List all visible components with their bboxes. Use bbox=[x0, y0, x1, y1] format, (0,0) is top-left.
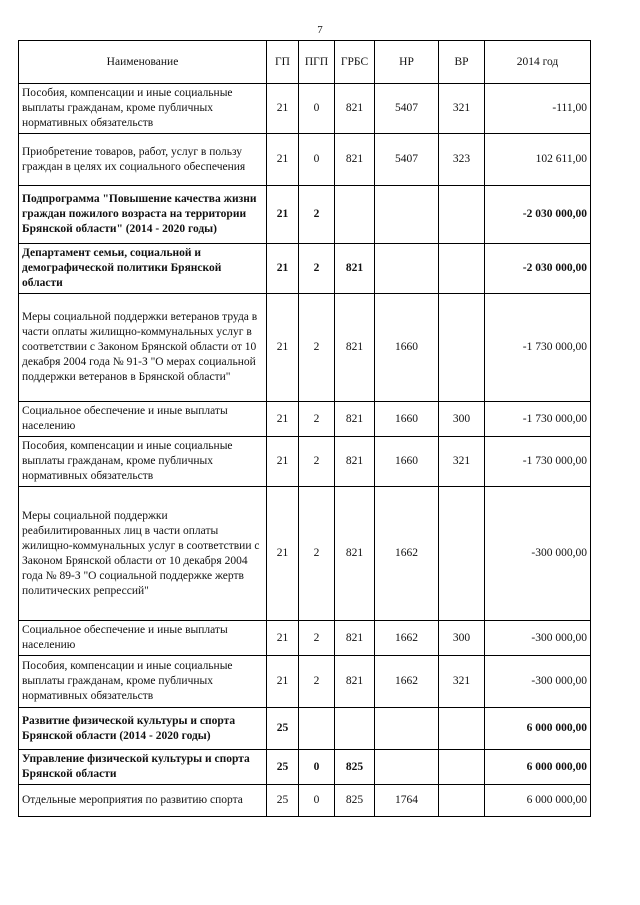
row-nr bbox=[375, 750, 439, 785]
row-pgp: 2 bbox=[299, 244, 335, 294]
row-nr: 1662 bbox=[375, 487, 439, 621]
row-name: Развитие физической культуры и спорта Брянской области (2014 - 2020 годы) bbox=[19, 708, 267, 750]
header-name: Наименование bbox=[19, 41, 267, 84]
row-gp: 21 bbox=[267, 84, 299, 134]
row-vr: 321 bbox=[439, 84, 485, 134]
row-gp: 21 bbox=[267, 402, 299, 437]
row-pgp: 2 bbox=[299, 402, 335, 437]
row-gp: 21 bbox=[267, 437, 299, 487]
row-nr bbox=[375, 708, 439, 750]
row-gp: 21 bbox=[267, 656, 299, 708]
table-row bbox=[19, 244, 591, 294]
table-row bbox=[19, 708, 591, 750]
table-row bbox=[19, 750, 591, 785]
row-pgp: 2 bbox=[299, 656, 335, 708]
row-vr bbox=[439, 294, 485, 402]
row-name: Пособия, компенсации и иные социальные выплаты гражданам, кроме публичных нормативных обязательств bbox=[19, 84, 267, 134]
row-amount: -1 730 000,00 bbox=[485, 402, 591, 437]
row-gp: 21 bbox=[267, 487, 299, 621]
row-nr: 1662 bbox=[375, 621, 439, 656]
header-nr: НР bbox=[375, 41, 439, 84]
header-pgp: ПГП bbox=[299, 41, 335, 84]
row-amount: -2 030 000,00 bbox=[485, 186, 591, 244]
row-pgp: 0 bbox=[299, 84, 335, 134]
row-pgp: 2 bbox=[299, 294, 335, 402]
row-grbs bbox=[335, 708, 375, 750]
row-grbs bbox=[335, 186, 375, 244]
table-row bbox=[19, 84, 591, 134]
row-nr bbox=[375, 186, 439, 244]
row-nr: 1662 bbox=[375, 656, 439, 708]
row-gp: 21 bbox=[267, 621, 299, 656]
row-nr: 5407 bbox=[375, 134, 439, 186]
row-name: Социальное обеспечение и иные выплаты населению bbox=[19, 402, 267, 437]
row-grbs: 825 bbox=[335, 785, 375, 817]
row-amount: 6 000 000,00 bbox=[485, 708, 591, 750]
row-vr bbox=[439, 750, 485, 785]
header-gp: ГП bbox=[267, 41, 299, 84]
row-nr: 1660 bbox=[375, 402, 439, 437]
row-grbs: 821 bbox=[335, 84, 375, 134]
row-pgp: 2 bbox=[299, 186, 335, 244]
table-row bbox=[19, 437, 591, 487]
row-grbs: 821 bbox=[335, 244, 375, 294]
header-grbs: ГРБС bbox=[335, 41, 375, 84]
table-row bbox=[19, 487, 591, 621]
row-gp: 21 bbox=[267, 244, 299, 294]
header-vr: ВР bbox=[439, 41, 485, 84]
row-gp: 25 bbox=[267, 785, 299, 817]
row-gp: 21 bbox=[267, 294, 299, 402]
row-vr bbox=[439, 244, 485, 294]
row-pgp: 0 bbox=[299, 785, 335, 817]
row-pgp: 0 bbox=[299, 750, 335, 785]
row-amount: 6 000 000,00 bbox=[485, 785, 591, 817]
row-pgp bbox=[299, 708, 335, 750]
row-gp: 21 bbox=[267, 134, 299, 186]
table-row bbox=[19, 134, 591, 186]
row-name: Социальное обеспечение и иные выплаты населению bbox=[19, 621, 267, 656]
row-pgp: 2 bbox=[299, 437, 335, 487]
row-grbs: 825 bbox=[335, 750, 375, 785]
row-amount: -300 000,00 bbox=[485, 487, 591, 621]
table-row bbox=[19, 621, 591, 656]
row-name: Департамент семьи, социальной и демографической политики Брянской области bbox=[19, 244, 267, 294]
row-grbs: 821 bbox=[335, 402, 375, 437]
row-pgp: 0 bbox=[299, 134, 335, 186]
row-vr: 300 bbox=[439, 402, 485, 437]
row-amount: -300 000,00 bbox=[485, 656, 591, 708]
row-amount: -111,00 bbox=[485, 84, 591, 134]
row-nr: 1660 bbox=[375, 294, 439, 402]
table-row bbox=[19, 186, 591, 244]
row-vr: 300 bbox=[439, 621, 485, 656]
row-name: Пособия, компенсации и иные социальные выплаты гражданам, кроме публичных нормативных обязательств bbox=[19, 437, 267, 487]
row-nr: 1660 bbox=[375, 437, 439, 487]
row-vr bbox=[439, 186, 485, 244]
row-grbs: 821 bbox=[335, 656, 375, 708]
table-header-row bbox=[19, 41, 591, 84]
row-gp: 25 bbox=[267, 750, 299, 785]
header-amount: 2014 год bbox=[485, 41, 591, 84]
budget-table bbox=[18, 40, 591, 817]
row-grbs: 821 bbox=[335, 134, 375, 186]
table-row bbox=[19, 402, 591, 437]
row-nr bbox=[375, 244, 439, 294]
row-pgp: 2 bbox=[299, 487, 335, 621]
table-row bbox=[19, 656, 591, 708]
page-number: 7 bbox=[317, 24, 323, 36]
table-row bbox=[19, 294, 591, 402]
row-gp: 25 bbox=[267, 708, 299, 750]
row-amount: 6 000 000,00 bbox=[485, 750, 591, 785]
row-gp: 21 bbox=[267, 186, 299, 244]
row-amount: -1 730 000,00 bbox=[485, 437, 591, 487]
row-vr: 321 bbox=[439, 656, 485, 708]
row-vr bbox=[439, 785, 485, 817]
row-name: Меры социальной поддержки ветеранов труда в части оплаты жилищно-коммунальных услуг в соответствии с Законом Брянской области от 10 декабря 2004 года № 91-З "О мерах социальной поддержки ветеранов в Брянской области" bbox=[19, 294, 267, 402]
row-name: Приобретение товаров, работ, услуг в пользу граждан в целях их социального обеспечения bbox=[19, 134, 267, 186]
row-name: Меры социальной поддержки реабилитированных лиц в части оплаты жилищно-коммунальных услуг в соответствии с Законом Брянской области от 10 декабря 2004 года № 89-З "О социальной поддержке жертв политических репрессий" bbox=[19, 487, 267, 621]
row-vr: 321 bbox=[439, 437, 485, 487]
row-vr bbox=[439, 708, 485, 750]
row-name: Пособия, компенсации и иные социальные выплаты гражданам, кроме публичных нормативных обязательств bbox=[19, 656, 267, 708]
row-amount: -300 000,00 bbox=[485, 621, 591, 656]
table-row bbox=[19, 785, 591, 817]
row-pgp: 2 bbox=[299, 621, 335, 656]
row-nr: 5407 bbox=[375, 84, 439, 134]
row-name: Подпрограмма "Повышение качества жизни граждан пожилого возраста на территории Брянской области" (2014 - 2020 годы) bbox=[19, 186, 267, 244]
row-grbs: 821 bbox=[335, 294, 375, 402]
row-grbs: 821 bbox=[335, 621, 375, 656]
row-name: Отдельные мероприятия по развитию спорта bbox=[19, 785, 267, 817]
row-vr: 323 bbox=[439, 134, 485, 186]
row-vr bbox=[439, 487, 485, 621]
row-nr: 1764 bbox=[375, 785, 439, 817]
row-amount: -2 030 000,00 bbox=[485, 244, 591, 294]
row-name: Управление физической культуры и спорта Брянской области bbox=[19, 750, 267, 785]
row-grbs: 821 bbox=[335, 437, 375, 487]
row-grbs: 821 bbox=[335, 487, 375, 621]
row-amount: -1 730 000,00 bbox=[485, 294, 591, 402]
row-amount: 102 611,00 bbox=[485, 134, 591, 186]
